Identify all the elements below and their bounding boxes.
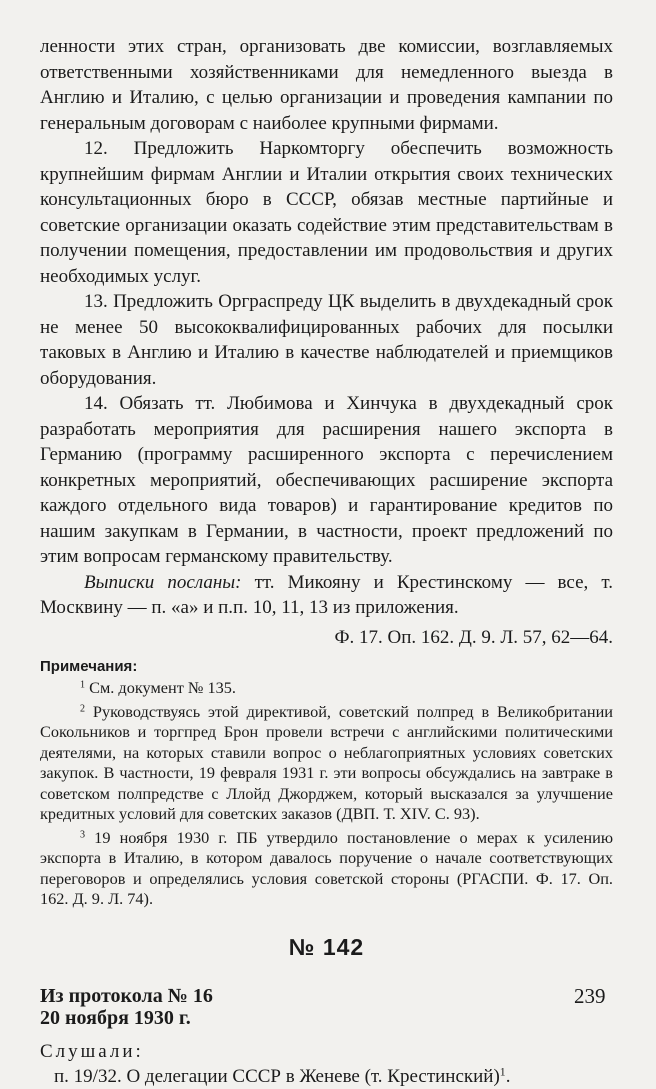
heard-label: Слушали: xyxy=(40,1040,144,1062)
archive-reference: Ф. 17. Оп. 162. Д. 9. Л. 57, 62—64. xyxy=(334,626,613,648)
page-body xyxy=(40,34,613,1089)
agenda-item-text: п. 19/32. О делегации СССР в Женеве (т. Крестинский) xyxy=(54,1065,500,1087)
main-text xyxy=(40,34,613,650)
note-marker: 1 xyxy=(80,679,86,691)
distribution-note xyxy=(40,570,613,621)
paragraph-12: 12. Предложить Наркомторгу обеспечить возможность крупнейшим фирмам Англии и Италии открытия своих технических консультационных бюро в СССР, обязав местные партийные и советские организации оказать содействие этим представительствам в получении помещения, предоставлении им продовольствия и других необходимых услуг. xyxy=(40,138,613,287)
note-marker: 3 xyxy=(80,828,86,840)
protocol-heading xyxy=(40,985,613,1029)
note-text: См. документ № 135. xyxy=(85,678,236,697)
note-2 xyxy=(40,702,613,825)
protocol-title: Из протокола № 16 xyxy=(40,984,213,1007)
protocol-date: 20 ноября 1930 г. xyxy=(40,1006,191,1029)
note-3 xyxy=(40,828,613,910)
paragraph-14: 14. Обязать тт. Любимова и Хинчука в двухдекадный срок разработать мероприятия для расширения нашего экспорта в Германию (программу расширенного экспорта с перечислением конкретных мероприятий, обеспечивающих расширение экспорта каждого отдельного вида товаров) и гарантирование кредитов по нашим закупкам в Германии, в частности, проект предложений по этим вопросам германскому правительству. xyxy=(40,393,613,567)
page-number: 239 xyxy=(574,984,606,1008)
note-text: Руководствуясь этой директивой, советский полпред в Великобритании Сокольников и торгпред Брон провели встречи с английскими политическими деятелями, на которых ставили вопрос о неблагоприятных условиях советских закупок. В частности, 19 февраля 1931 г. эти вопросы обсуждались на завтраке в советском полпредстве с Ллойд Джорджем, который высказался за улучшение кредитных условий для советских заказов (ДВП. Т. XIV. С. 93). xyxy=(40,701,613,823)
distribution-text: тт. Микояну и Крестинскому — все, т. Москвину — п. «а» и п.п. 10, 11, 13 из приложения. xyxy=(40,571,613,618)
agenda-item: п. 19/32. О делегации СССР в Женеве (т. Крестинский)$^1$. xyxy=(54,1065,511,1087)
note-marker: 2 xyxy=(80,702,86,714)
note-text: 19 ноября 1930 г. ПБ утвердило постановление о мерах к усилению экспорта в Италию, в котором давалось поручение о начале соответствующих переговоров и определялись условия советской стороны (РГАСПИ. Ф. 17. Оп. 162. Д. 9. Л. 74). xyxy=(40,827,613,908)
notes-heading: Примечания: xyxy=(40,658,138,675)
agenda-item-footnote-marker: 1 xyxy=(499,1065,506,1079)
document-number: № 142 xyxy=(288,933,365,960)
note-1 xyxy=(40,678,613,699)
distribution-label: Выписки посланы: xyxy=(84,571,242,593)
paragraph-13: 13. Предложить Орграспреду ЦК выделить в двухдекадный срок не менее 50 высококвалифицированных рабочих для посылки таковых в Англию и Италию в качестве наблюдателей и приемщиков оборудования. xyxy=(40,291,613,389)
paragraph-continuation: ленности этих стран, организовать две комиссии, возглавляемых ответственными хозяйственниками для немедленного выезда в Англию и Италию, с целью организации и проведения кампании по генеральным договорам с наиболее крупными фирмами. xyxy=(40,36,613,134)
notes-section xyxy=(40,678,613,910)
